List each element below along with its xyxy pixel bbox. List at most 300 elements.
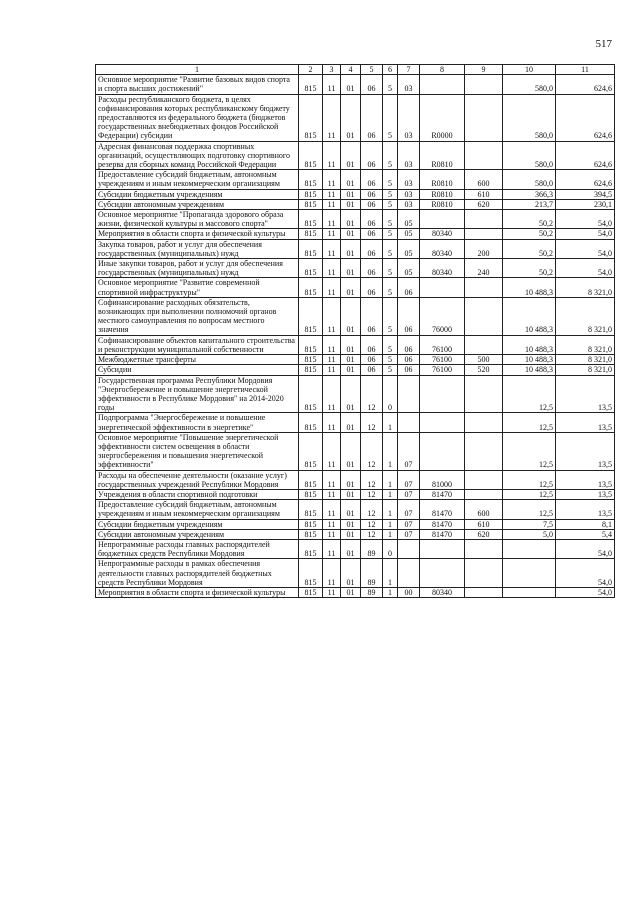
code-cell: 76000 bbox=[420, 297, 465, 335]
code-cell bbox=[465, 413, 503, 432]
code-cell: 620 bbox=[465, 199, 503, 209]
row-label: Мероприятия в области спорта и физической культуры bbox=[96, 229, 299, 239]
amount-cell: 13,5 bbox=[556, 489, 615, 499]
code-cell: 11 bbox=[323, 519, 341, 529]
code-cell: 815 bbox=[299, 413, 323, 432]
code-cell: 11 bbox=[323, 470, 341, 489]
code-cell: 12 bbox=[361, 470, 383, 489]
code-cell: 11 bbox=[323, 297, 341, 335]
code-cell: 5 bbox=[383, 141, 398, 170]
code-cell bbox=[465, 141, 503, 170]
budget-table bbox=[95, 64, 615, 598]
row-label: Расходы на обеспечение деятельности (оказание услуг) государственных учреждений Республики Мордовия bbox=[96, 470, 299, 489]
code-cell: 06 bbox=[361, 239, 383, 258]
code-cell bbox=[398, 539, 420, 558]
code-cell: 1 bbox=[383, 489, 398, 499]
code-cell: 11 bbox=[323, 189, 341, 199]
code-cell: 1 bbox=[383, 587, 398, 597]
table-row bbox=[96, 141, 615, 170]
code-cell: 06 bbox=[361, 297, 383, 335]
code-cell bbox=[465, 375, 503, 413]
header-cell: 4 bbox=[341, 65, 361, 75]
amount-cell: 54,0 bbox=[556, 259, 615, 278]
code-cell: 11 bbox=[323, 199, 341, 209]
code-cell: 1 bbox=[383, 500, 398, 519]
code-cell: 01 bbox=[341, 489, 361, 499]
code-cell bbox=[420, 210, 465, 229]
amount-cell: 54,0 bbox=[556, 210, 615, 229]
code-cell bbox=[420, 278, 465, 297]
code-cell: 1 bbox=[383, 413, 398, 432]
code-cell: 11 bbox=[323, 335, 341, 354]
table-row bbox=[96, 75, 615, 94]
amount-cell: 5,0 bbox=[503, 529, 556, 539]
code-cell: 5 bbox=[383, 75, 398, 94]
table-row bbox=[96, 355, 615, 365]
code-cell: 01 bbox=[341, 432, 361, 470]
amount-cell: 8,1 bbox=[556, 519, 615, 529]
code-cell: 815 bbox=[299, 587, 323, 597]
amount-cell: 8 321,0 bbox=[556, 355, 615, 365]
table-row bbox=[96, 189, 615, 199]
amount-cell: 8 321,0 bbox=[556, 297, 615, 335]
code-cell: 01 bbox=[341, 365, 361, 375]
table-row bbox=[96, 432, 615, 470]
code-cell: 240 bbox=[465, 259, 503, 278]
code-cell: 06 bbox=[361, 170, 383, 189]
row-label: Предоставление субсидий бюджетным, автономным учреждениям и иным некоммерческим организациям bbox=[96, 500, 299, 519]
code-cell: 01 bbox=[341, 229, 361, 239]
code-cell: 01 bbox=[341, 239, 361, 258]
code-cell: 01 bbox=[341, 559, 361, 588]
table-row bbox=[96, 489, 615, 499]
code-cell: 01 bbox=[341, 210, 361, 229]
code-cell: 11 bbox=[323, 355, 341, 365]
code-cell: R0810 bbox=[420, 141, 465, 170]
code-cell: 1 bbox=[383, 529, 398, 539]
row-label: Государственная программа Республики Мордовия "Энергосбережение и повышение энергетической эффективности в Республике Мордовия" на 2014-2020 годы bbox=[96, 375, 299, 413]
code-cell: 01 bbox=[341, 500, 361, 519]
amount-cell: 50,2 bbox=[503, 259, 556, 278]
code-cell: 80340 bbox=[420, 229, 465, 239]
code-cell: 01 bbox=[341, 189, 361, 199]
row-label: Основное мероприятие "Повышение энергетической эффективности систем освещения в области энергосбережения и повышения энергетической эффективности" bbox=[96, 432, 299, 470]
code-cell: 815 bbox=[299, 210, 323, 229]
code-cell: 815 bbox=[299, 94, 323, 141]
row-label: Расходы республиканского бюджета, в целях софинансирования которых республиканскому бюджету предоставляются из федерального бюджета (бюджетов государственных внебюджетных фондов Российской Федерации) субсидии bbox=[96, 94, 299, 141]
table-row bbox=[96, 199, 615, 209]
code-cell bbox=[420, 559, 465, 588]
code-cell bbox=[465, 470, 503, 489]
code-cell: 01 bbox=[341, 529, 361, 539]
code-cell: 11 bbox=[323, 587, 341, 597]
amount-cell: 10 488,3 bbox=[503, 278, 556, 297]
code-cell: 01 bbox=[341, 259, 361, 278]
code-cell: 81470 bbox=[420, 489, 465, 499]
table-row bbox=[96, 335, 615, 354]
code-cell: 81470 bbox=[420, 519, 465, 529]
table-header-row bbox=[96, 65, 615, 75]
code-cell: 5 bbox=[383, 355, 398, 365]
code-cell: 1 bbox=[383, 470, 398, 489]
code-cell: 11 bbox=[323, 489, 341, 499]
row-label: Основное мероприятие "Пропаганда здорового образа жизни, физической культуры и массового спорта" bbox=[96, 210, 299, 229]
code-cell: R0810 bbox=[420, 189, 465, 199]
code-cell: 80340 bbox=[420, 587, 465, 597]
code-cell: 01 bbox=[341, 519, 361, 529]
table-row bbox=[96, 500, 615, 519]
code-cell: 01 bbox=[341, 94, 361, 141]
code-cell: 80340 bbox=[420, 259, 465, 278]
amount-cell: 13,5 bbox=[556, 500, 615, 519]
code-cell: 200 bbox=[465, 239, 503, 258]
header-cell: 9 bbox=[465, 65, 503, 75]
code-cell bbox=[465, 229, 503, 239]
code-cell: 5 bbox=[383, 278, 398, 297]
table-row bbox=[96, 470, 615, 489]
amount-cell: 54,0 bbox=[556, 587, 615, 597]
code-cell: 815 bbox=[299, 500, 323, 519]
code-cell: 500 bbox=[465, 355, 503, 365]
header-cell: 6 bbox=[383, 65, 398, 75]
code-cell bbox=[465, 278, 503, 297]
code-cell: 12 bbox=[361, 529, 383, 539]
code-cell: R0000 bbox=[420, 94, 465, 141]
code-cell: 06 bbox=[361, 259, 383, 278]
header-cell: 1 bbox=[96, 65, 299, 75]
code-cell: 07 bbox=[398, 489, 420, 499]
code-cell: 610 bbox=[465, 189, 503, 199]
code-cell: 03 bbox=[398, 94, 420, 141]
code-cell: 5 bbox=[383, 199, 398, 209]
code-cell: 815 bbox=[299, 559, 323, 588]
table-row bbox=[96, 239, 615, 258]
code-cell: 03 bbox=[398, 170, 420, 189]
amount-cell: 13,5 bbox=[556, 432, 615, 470]
code-cell: 76100 bbox=[420, 365, 465, 375]
row-label: Закупка товаров, работ и услуг для обеспечения государственных (муниципальных) нужд bbox=[96, 239, 299, 258]
code-cell bbox=[465, 75, 503, 94]
code-cell: 1 bbox=[383, 559, 398, 588]
row-label: Софинансирование расходных обязательств, возникающих при выполнении полномочий органов местного самоуправления по вопросам местного значения bbox=[96, 297, 299, 335]
code-cell: 815 bbox=[299, 375, 323, 413]
code-cell: 07 bbox=[398, 529, 420, 539]
code-cell bbox=[398, 413, 420, 432]
code-cell: 01 bbox=[341, 413, 361, 432]
amount-cell: 230,1 bbox=[556, 199, 615, 209]
code-cell: 01 bbox=[341, 297, 361, 335]
code-cell: 81470 bbox=[420, 529, 465, 539]
row-label: Учреждения в области спортивной подготовки bbox=[96, 489, 299, 499]
amount-cell: 7,5 bbox=[503, 519, 556, 529]
code-cell: 5 bbox=[383, 210, 398, 229]
amount-cell: 8 321,0 bbox=[556, 365, 615, 375]
row-label: Субсидии bbox=[96, 365, 299, 375]
row-label: Подпрограмма "Энергосбережение и повышение энергетической эффективности в энергетике" bbox=[96, 413, 299, 432]
code-cell: 89 bbox=[361, 559, 383, 588]
code-cell: 5 bbox=[383, 365, 398, 375]
amount-cell: 624,6 bbox=[556, 141, 615, 170]
table-row bbox=[96, 278, 615, 297]
code-cell: 06 bbox=[398, 297, 420, 335]
code-cell: 11 bbox=[323, 278, 341, 297]
amount-cell: 624,6 bbox=[556, 75, 615, 94]
code-cell: 01 bbox=[341, 539, 361, 558]
table-row bbox=[96, 170, 615, 189]
code-cell: 06 bbox=[361, 335, 383, 354]
code-cell: 06 bbox=[361, 94, 383, 141]
code-cell: 05 bbox=[398, 229, 420, 239]
code-cell: 610 bbox=[465, 519, 503, 529]
amount-cell: 54,0 bbox=[556, 239, 615, 258]
page-number: 517 bbox=[595, 38, 612, 50]
table-row bbox=[96, 365, 615, 375]
code-cell: 89 bbox=[361, 539, 383, 558]
code-cell: 11 bbox=[323, 539, 341, 558]
code-cell: 815 bbox=[299, 519, 323, 529]
amount-cell: 580,0 bbox=[503, 75, 556, 94]
amount-cell: 50,2 bbox=[503, 229, 556, 239]
amount-cell: 8 321,0 bbox=[556, 278, 615, 297]
code-cell: 815 bbox=[299, 365, 323, 375]
amount-cell: 12,5 bbox=[503, 413, 556, 432]
code-cell: 815 bbox=[299, 529, 323, 539]
table-row bbox=[96, 375, 615, 413]
code-cell: 520 bbox=[465, 365, 503, 375]
code-cell: 5 bbox=[383, 189, 398, 199]
table-row bbox=[96, 259, 615, 278]
code-cell: 80340 bbox=[420, 239, 465, 258]
code-cell bbox=[465, 587, 503, 597]
amount-cell: 366,3 bbox=[503, 189, 556, 199]
code-cell: 01 bbox=[341, 470, 361, 489]
budget-table-body bbox=[96, 65, 615, 598]
code-cell: 03 bbox=[398, 199, 420, 209]
amount-cell: 10 488,3 bbox=[503, 297, 556, 335]
code-cell bbox=[465, 94, 503, 141]
code-cell: 12 bbox=[361, 489, 383, 499]
code-cell: 06 bbox=[398, 365, 420, 375]
code-cell: 05 bbox=[398, 239, 420, 258]
code-cell: 5 bbox=[383, 239, 398, 258]
code-cell: 12 bbox=[361, 432, 383, 470]
code-cell: 03 bbox=[398, 189, 420, 199]
code-cell bbox=[420, 413, 465, 432]
amount-cell: 10 488,3 bbox=[503, 335, 556, 354]
code-cell: 11 bbox=[323, 141, 341, 170]
code-cell: 01 bbox=[341, 170, 361, 189]
code-cell bbox=[465, 210, 503, 229]
code-cell bbox=[398, 375, 420, 413]
code-cell: 11 bbox=[323, 239, 341, 258]
amount-cell: 12,5 bbox=[503, 489, 556, 499]
code-cell: 815 bbox=[299, 278, 323, 297]
code-cell: 05 bbox=[398, 259, 420, 278]
table-row bbox=[96, 229, 615, 239]
amount-cell: 213,7 bbox=[503, 199, 556, 209]
code-cell: 81000 bbox=[420, 470, 465, 489]
header-cell: 8 bbox=[420, 65, 465, 75]
table-row bbox=[96, 413, 615, 432]
row-label: Субсидии бюджетным учреждениям bbox=[96, 519, 299, 529]
code-cell: 01 bbox=[341, 587, 361, 597]
code-cell: 11 bbox=[323, 559, 341, 588]
code-cell: 815 bbox=[299, 297, 323, 335]
code-cell bbox=[465, 539, 503, 558]
code-cell bbox=[465, 297, 503, 335]
code-cell bbox=[420, 539, 465, 558]
code-cell: 11 bbox=[323, 413, 341, 432]
table-row bbox=[96, 559, 615, 588]
amount-cell: 13,5 bbox=[556, 470, 615, 489]
code-cell: 815 bbox=[299, 239, 323, 258]
code-cell: 815 bbox=[299, 539, 323, 558]
code-cell: 11 bbox=[323, 229, 341, 239]
code-cell: 815 bbox=[299, 189, 323, 199]
code-cell: 1 bbox=[383, 519, 398, 529]
code-cell bbox=[465, 335, 503, 354]
amount-cell: 624,6 bbox=[556, 170, 615, 189]
code-cell: 5 bbox=[383, 259, 398, 278]
code-cell: 815 bbox=[299, 75, 323, 94]
amount-cell: 13,5 bbox=[556, 413, 615, 432]
row-label: Основное мероприятие "Развитие современной спортивной инфраструктуры" bbox=[96, 278, 299, 297]
code-cell: 01 bbox=[341, 199, 361, 209]
code-cell: 00 bbox=[398, 587, 420, 597]
header-cell: 5 bbox=[361, 65, 383, 75]
code-cell: 815 bbox=[299, 355, 323, 365]
code-cell: 600 bbox=[465, 170, 503, 189]
row-label: Иные закупки товаров, работ и услуг для обеспечения государственных (муниципальных) нужд bbox=[96, 259, 299, 278]
row-label: Основное мероприятие "Развитие базовых видов спорта и спорта высших достижений" bbox=[96, 75, 299, 94]
header-cell: 7 bbox=[398, 65, 420, 75]
code-cell: 01 bbox=[341, 375, 361, 413]
code-cell: 06 bbox=[361, 210, 383, 229]
code-cell: 11 bbox=[323, 94, 341, 141]
code-cell: 12 bbox=[361, 500, 383, 519]
code-cell bbox=[465, 432, 503, 470]
code-cell: 06 bbox=[361, 355, 383, 365]
amount-cell: 54,0 bbox=[556, 539, 615, 558]
code-cell: 76100 bbox=[420, 335, 465, 354]
code-cell: 06 bbox=[398, 355, 420, 365]
code-cell: 5 bbox=[383, 94, 398, 141]
code-cell: 05 bbox=[398, 210, 420, 229]
table-row bbox=[96, 587, 615, 597]
amount-cell: 54,0 bbox=[556, 559, 615, 588]
row-label: Адресная финансовая поддержка спортивных организаций, осуществляющих подготовку спортивного резерва для сборных команд Российской Федерации bbox=[96, 141, 299, 170]
code-cell: 06 bbox=[398, 335, 420, 354]
code-cell: 06 bbox=[398, 278, 420, 297]
row-label: Непрограммные расходы в рамках обеспечения деятельности главных распорядителей бюджетных средств Республики Мордовия bbox=[96, 559, 299, 588]
amount-cell bbox=[503, 587, 556, 597]
code-cell: 11 bbox=[323, 432, 341, 470]
code-cell: 11 bbox=[323, 170, 341, 189]
code-cell: 620 bbox=[465, 529, 503, 539]
code-cell: 76100 bbox=[420, 355, 465, 365]
amount-cell: 54,0 bbox=[556, 229, 615, 239]
code-cell: 815 bbox=[299, 229, 323, 239]
code-cell: 815 bbox=[299, 432, 323, 470]
code-cell: 01 bbox=[341, 141, 361, 170]
header-cell: 11 bbox=[556, 65, 615, 75]
header-cell: 2 bbox=[299, 65, 323, 75]
amount-cell: 5,4 bbox=[556, 529, 615, 539]
code-cell: 0 bbox=[383, 539, 398, 558]
code-cell: 815 bbox=[299, 335, 323, 354]
code-cell: 06 bbox=[361, 229, 383, 239]
code-cell: 5 bbox=[383, 170, 398, 189]
row-label: Субсидии бюджетным учреждениям bbox=[96, 189, 299, 199]
row-label: Субсидии автономным учреждениям bbox=[96, 199, 299, 209]
code-cell: 12 bbox=[361, 413, 383, 432]
row-label: Межбюджетные трансферты bbox=[96, 355, 299, 365]
code-cell: 815 bbox=[299, 489, 323, 499]
header-cell: 3 bbox=[323, 65, 341, 75]
code-cell: 11 bbox=[323, 365, 341, 375]
code-cell: 11 bbox=[323, 210, 341, 229]
amount-cell: 12,5 bbox=[503, 500, 556, 519]
header-cell: 10 bbox=[503, 65, 556, 75]
code-cell: 815 bbox=[299, 141, 323, 170]
table-row bbox=[96, 297, 615, 335]
amount-cell: 12,5 bbox=[503, 470, 556, 489]
code-cell: 06 bbox=[361, 278, 383, 297]
table-row bbox=[96, 539, 615, 558]
code-cell bbox=[465, 489, 503, 499]
row-label: Непрограммные расходы главных распорядителей бюджетных средств Республики Мордовия bbox=[96, 539, 299, 558]
amount-cell: 10 488,3 bbox=[503, 355, 556, 365]
row-label: Софинансирование объектов капитального строительства и реконструкции муниципальной собственности bbox=[96, 335, 299, 354]
code-cell: R0810 bbox=[420, 199, 465, 209]
code-cell: 12 bbox=[361, 519, 383, 529]
code-cell: 01 bbox=[341, 278, 361, 297]
table-row bbox=[96, 529, 615, 539]
code-cell: 11 bbox=[323, 259, 341, 278]
code-cell: 815 bbox=[299, 199, 323, 209]
amount-cell: 50,2 bbox=[503, 239, 556, 258]
code-cell: 1 bbox=[383, 432, 398, 470]
amount-cell: 580,0 bbox=[503, 141, 556, 170]
code-cell: 5 bbox=[383, 297, 398, 335]
code-cell bbox=[420, 432, 465, 470]
code-cell: 815 bbox=[299, 470, 323, 489]
code-cell: 11 bbox=[323, 500, 341, 519]
table-row bbox=[96, 210, 615, 229]
amount-cell: 13,5 bbox=[556, 375, 615, 413]
code-cell: 5 bbox=[383, 335, 398, 354]
table-row bbox=[96, 94, 615, 141]
code-cell: 11 bbox=[323, 529, 341, 539]
amount-cell: 624,6 bbox=[556, 94, 615, 141]
code-cell: 81470 bbox=[420, 500, 465, 519]
amount-cell: 12,5 bbox=[503, 375, 556, 413]
amount-cell: 394,5 bbox=[556, 189, 615, 199]
code-cell: 0 bbox=[383, 375, 398, 413]
row-label: Мероприятия в области спорта и физической культуры bbox=[96, 587, 299, 597]
code-cell bbox=[420, 75, 465, 94]
code-cell bbox=[398, 559, 420, 588]
row-label: Предоставление субсидий бюджетным, автономным учреждениям и иным некоммерческим организациям bbox=[96, 170, 299, 189]
code-cell: 07 bbox=[398, 470, 420, 489]
code-cell: 03 bbox=[398, 75, 420, 94]
code-cell: 89 bbox=[361, 587, 383, 597]
amount-cell bbox=[503, 559, 556, 588]
code-cell bbox=[420, 375, 465, 413]
code-cell: 815 bbox=[299, 170, 323, 189]
amount-cell: 580,0 bbox=[503, 170, 556, 189]
code-cell: 06 bbox=[361, 141, 383, 170]
